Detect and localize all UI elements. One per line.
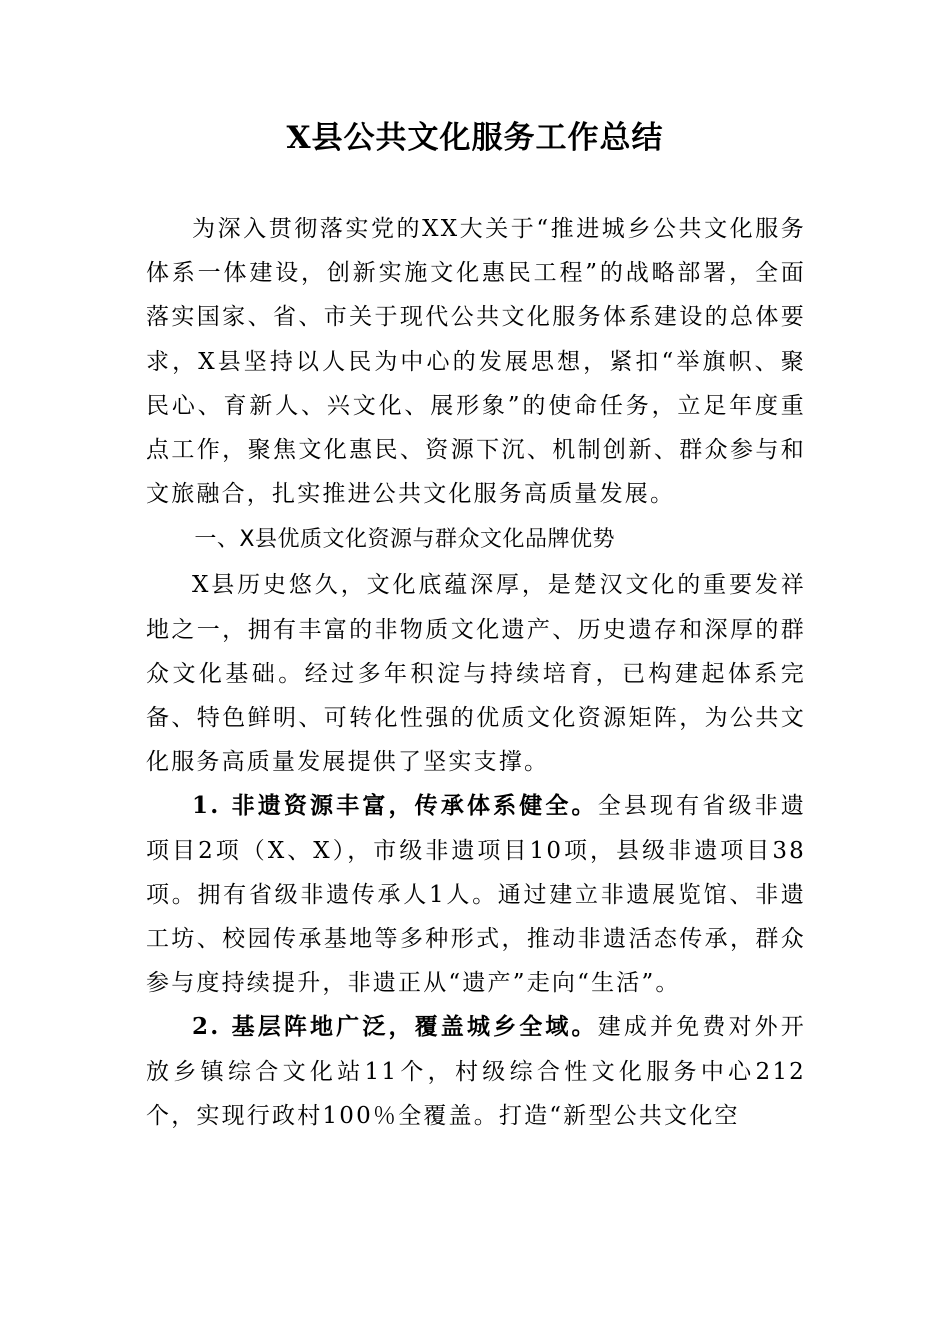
list-item: [146, 1005, 806, 1138]
intro-paragraph: 为深入贯彻落实党的XX大关于“推进城乡公共文化服务体系一体建设，创新实施文化惠民工程”的战略部署，全面落实国家、省、市关于现代公共文化服务体系建设的总体要求，X县坚持以人民为中心的发展思想，紧扣“举旗帜、聚民心、育新人、兴文化、展形象”的使命任务，立足年度重点工作，聚焦文化惠民、资源下沉、机制创新、群众参与和文旅融合，扎实推进公共文化服务高质量发展。: [146, 216, 806, 508]
section-paragraph: X县历史悠久，文化底蕴深厚，是楚汉文化的重要发祥地之一，拥有丰富的非物质文化遗产、历史遗存和深厚的群众文化基础。经过多年积淀与持续培育，已构建起体系完备、特色鲜明、可转化性强的优质文化资源矩阵，为公共文化服务高质量发展提供了坚实支撑。: [146, 572, 806, 776]
list-item-text: 建成并免费对外开放乡镇综合文化站11个，村级综合性文化服务中心212个，实现行政村100％全覆盖。打造“新型公共文化空: [146, 1014, 806, 1129]
list-item-lead: 1. 非遗资源丰富，传承体系健全。: [192, 792, 598, 820]
list-item-lead: 2. 基层阵地广泛，覆盖城乡全域。: [192, 1013, 598, 1041]
section-heading: 一、X县优质文化资源与群众文化品牌优势: [194, 527, 615, 553]
document-body: [146, 207, 806, 1138]
document-title: X县公共文化服务工作总结: [286, 120, 664, 156]
list-item-text: 全县现有省级非遗项目2项（X、X），市级非遗项目10项，县级非遗项目38项。拥有省级非遗传承人1人。通过建立非遗展览馆、非遗工坊、校园传承基地等多种形式，推动非遗活态传承，群众参与度持续提升，非遗正从“遗产”走向“生活”。: [146, 793, 806, 997]
list-item: [146, 784, 806, 1005]
